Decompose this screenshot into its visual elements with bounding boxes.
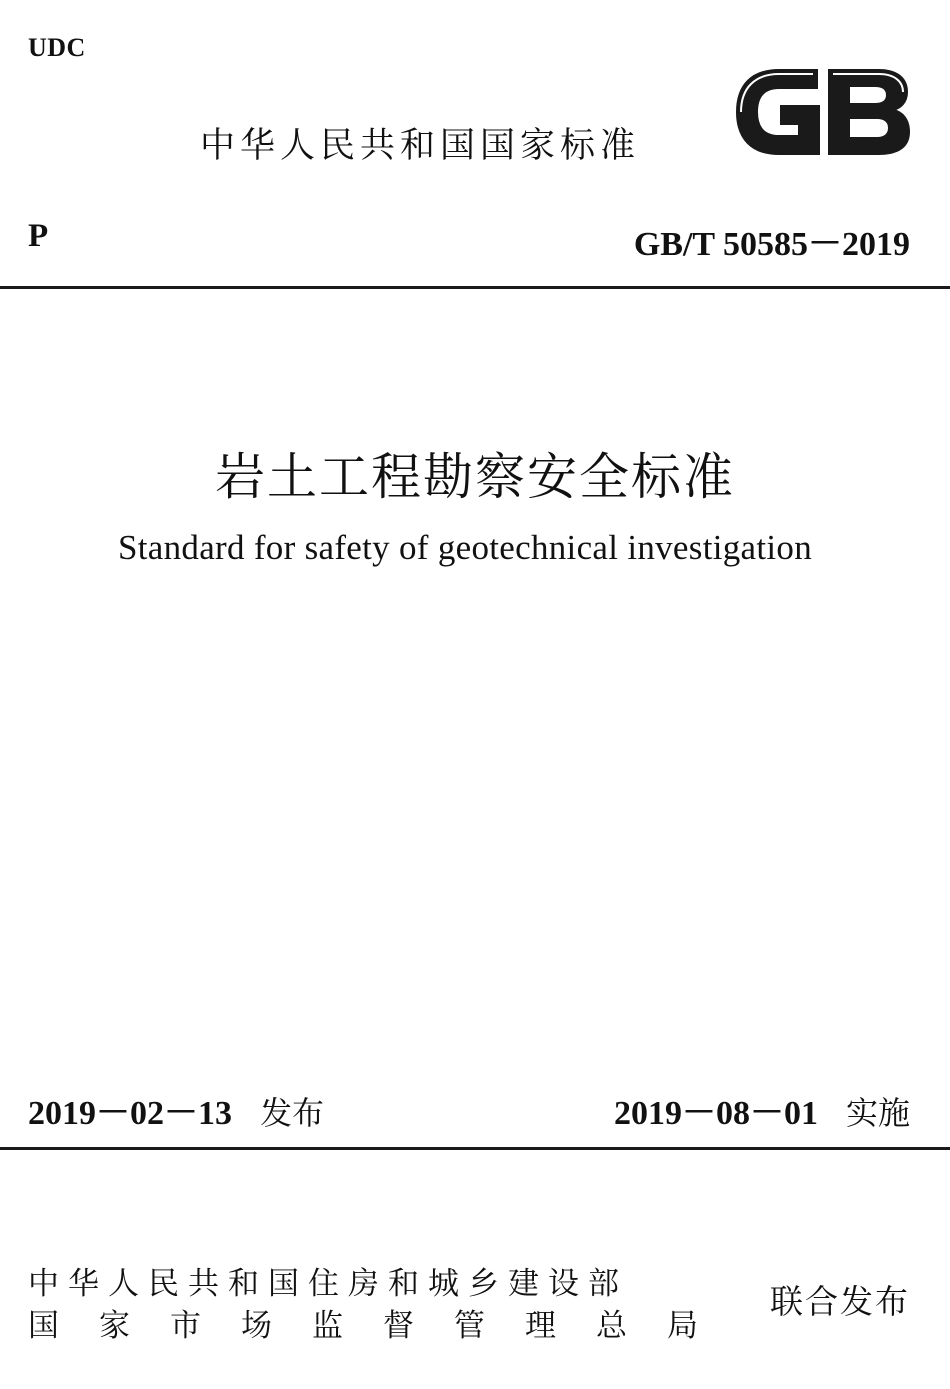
implement-date: 2019－08－01 [613, 1095, 818, 1132]
title-english: Standard for safety of geotechnical investigation [117, 528, 813, 567]
issuer-administration: 国家市场监督管理总局 [28, 1308, 738, 1344]
issuer-ministry: 中华人民共和国住房和城乡建设部 [28, 1266, 628, 1302]
issue-label: 发布 [260, 1094, 325, 1132]
issue-date: 2019－02－13 [28, 1095, 232, 1132]
udc-label: UDC [28, 33, 86, 62]
gb-logo [733, 64, 911, 160]
implement-date-block [614, 1085, 910, 1134]
title-chinese: 岩土工程勘察安全标准 [215, 448, 735, 506]
implement-label: 实施 [845, 1094, 910, 1132]
gb-logo-letter-b [829, 70, 909, 154]
bottom-divider [0, 1147, 950, 1150]
joint-issue-label: 联合发布 [770, 1282, 910, 1321]
gb-logo-letter-g [737, 70, 819, 154]
issue-date-block [28, 1085, 324, 1134]
national-standard-heading: 中华人民共和国国家标准 [200, 126, 641, 166]
standard-number: GB/T 50585－2019 [633, 226, 910, 263]
category-code: P [28, 218, 49, 254]
top-divider [0, 286, 950, 289]
